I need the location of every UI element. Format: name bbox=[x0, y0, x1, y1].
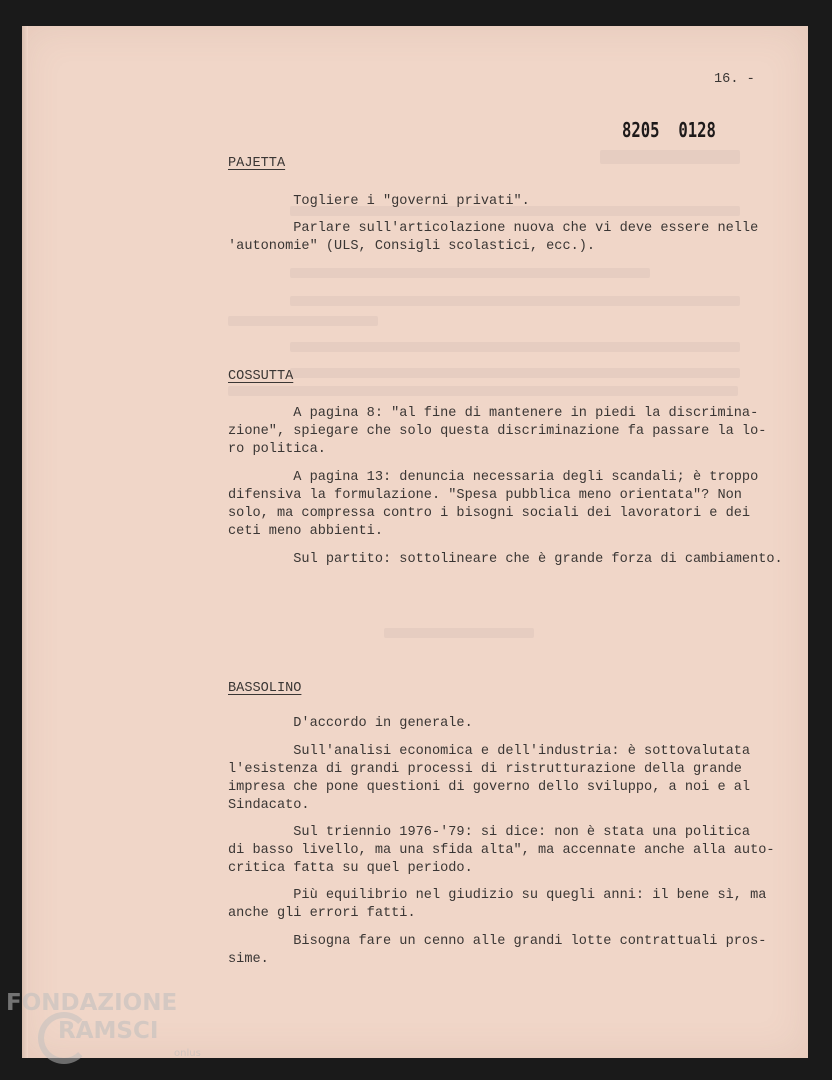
section-heading-pajetta: PAJETTA bbox=[228, 156, 286, 171]
paragraph-line: ceti meno abbienti. bbox=[228, 524, 383, 539]
paragraph-line: ro politica. bbox=[228, 442, 326, 457]
paragraph-line: 'autonomie" (ULS, Consigli scolastici, ecc.). bbox=[228, 239, 596, 254]
fondazione-gramsci-watermark-logo bbox=[6, 990, 206, 1070]
bleed-through-mark bbox=[228, 386, 738, 396]
paragraph-line: Sul triennio 1976-'79: si dice: non è stata una politica bbox=[228, 825, 751, 840]
paragraph-line: critica fatta su quel periodo. bbox=[228, 861, 473, 876]
archive-stamp: 8205 0128 bbox=[622, 118, 716, 142]
bleed-through-mark bbox=[228, 316, 378, 326]
bleed-through-mark bbox=[290, 368, 740, 378]
paragraph-line: l'esistenza di grandi processi di ristrutturazione della grande bbox=[228, 762, 742, 777]
paragraph-line: Sul partito: sottolineare che è grande forza di cambiamento. bbox=[228, 552, 783, 567]
paragraph-line: A pagina 13: denuncia necessaria degli scandali; è troppo bbox=[228, 470, 759, 485]
paragraph-line: sime. bbox=[228, 952, 269, 967]
bleed-through-mark bbox=[290, 296, 740, 306]
section-heading-cossutta: COSSUTTA bbox=[228, 369, 294, 384]
paragraph-line: Parlare sull'articolazione nuova che vi deve essere nelle bbox=[228, 221, 759, 236]
paragraph-line: Bisogna fare un cenno alle grandi lotte contrattuali pros- bbox=[228, 934, 767, 949]
bleed-through-mark bbox=[290, 268, 650, 278]
paragraph-line: anche gli errori fatti. bbox=[228, 906, 416, 921]
bleed-through-mark bbox=[384, 628, 534, 638]
bleed-through-mark bbox=[600, 150, 740, 164]
paragraph-line: Più equilibrio nel giudizio su quegli anni: il bene sì, ma bbox=[228, 888, 767, 903]
page-edge-shadow bbox=[22, 26, 28, 1058]
paragraph-line: Sindacato. bbox=[228, 798, 310, 813]
page-number: 16. - bbox=[714, 72, 755, 87]
section-heading-bassolino: BASSOLINO bbox=[228, 681, 302, 696]
paragraph-line: Sull'analisi economica e dell'industria: è sottovalutata bbox=[228, 744, 751, 759]
watermark-suffix: onlus bbox=[174, 1048, 201, 1059]
paragraph-line: impresa che pone questioni di governo dello sviluppo, a noi e al bbox=[228, 780, 751, 795]
paragraph-line: di basso livello, ma una sfida alta", ma accennate anche alla auto- bbox=[228, 843, 775, 858]
watermark-line2: RAMSCI bbox=[58, 1018, 159, 1044]
paragraph-line: D'accordo in generale. bbox=[228, 716, 473, 731]
paragraph-line: Togliere i "governi privati". bbox=[228, 194, 530, 209]
paragraph-line: A pagina 8: "al fine di mantenere in piedi la discrimina- bbox=[228, 406, 759, 421]
paragraph-line: difensiva la formulazione. "Spesa pubblica meno orientata"? Non bbox=[228, 488, 742, 503]
watermark-line1: FONDAZIONE bbox=[6, 990, 178, 1016]
paragraph-line: zione", spiegare che solo questa discriminazione fa passare la lo- bbox=[228, 424, 767, 439]
bleed-through-mark bbox=[290, 342, 740, 352]
paragraph-line: solo, ma compressa contro i bisogni sociali dei lavoratori e dei bbox=[228, 506, 751, 521]
